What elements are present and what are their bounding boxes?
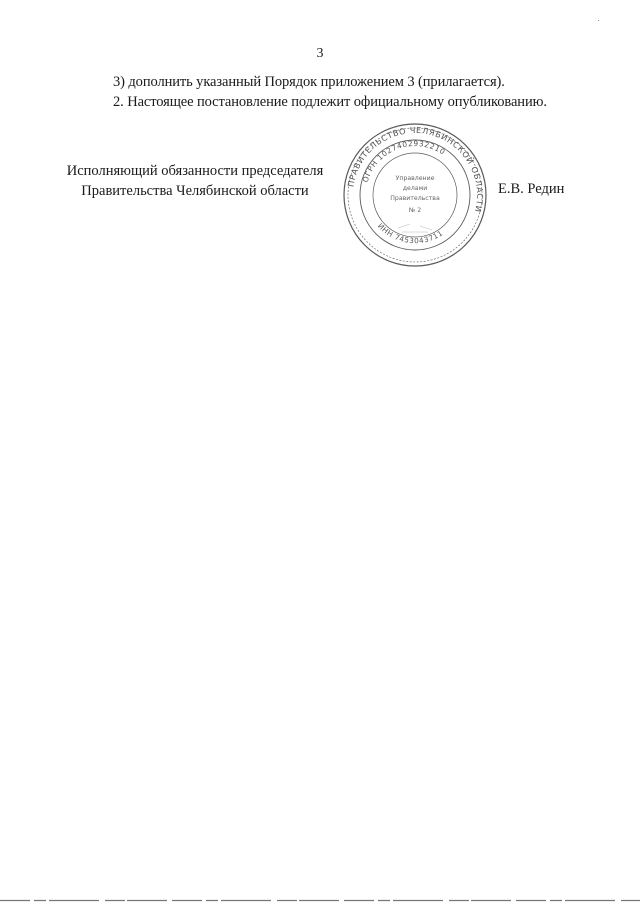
paragraph-addition-item-3: 3) дополнить указанный Порядок приложением 3 (прилагается). bbox=[113, 74, 505, 90]
signatory-position-line-2: Правительства Челябинской области bbox=[81, 183, 309, 199]
seal-ink-smudge bbox=[398, 224, 432, 232]
official-seal-stamp bbox=[340, 120, 490, 270]
seal-outer-text: ПРАВИТЕЛЬСТВО ЧЕЛЯБИНСКОЙ ОБЛАСТИ bbox=[345, 124, 486, 214]
seal-center-line-1: Управление bbox=[395, 175, 435, 182]
seal-center-line-4: № 2 bbox=[408, 207, 422, 214]
signatory-position bbox=[60, 161, 330, 201]
seal-center-line-2: делами bbox=[402, 185, 428, 192]
scan-bottom-edge bbox=[0, 899, 640, 902]
signatory-name: Е.В. Редин bbox=[498, 181, 565, 197]
seal-ogrn-text: ОГРН 1027402932210 bbox=[360, 138, 448, 184]
page-number: 3 bbox=[316, 46, 324, 61]
signatory-position-line-1: Исполняющий обязанности председателя bbox=[66, 163, 324, 179]
paragraph-publication-clause: 2. Настоящее постановление подлежит официальному опубликованию. bbox=[113, 94, 547, 110]
seal-center-line-3: Правительства bbox=[390, 195, 440, 202]
scan-artifact-dot bbox=[598, 20, 599, 21]
seal-inn-text: ИНН 7453043711 bbox=[375, 221, 445, 246]
